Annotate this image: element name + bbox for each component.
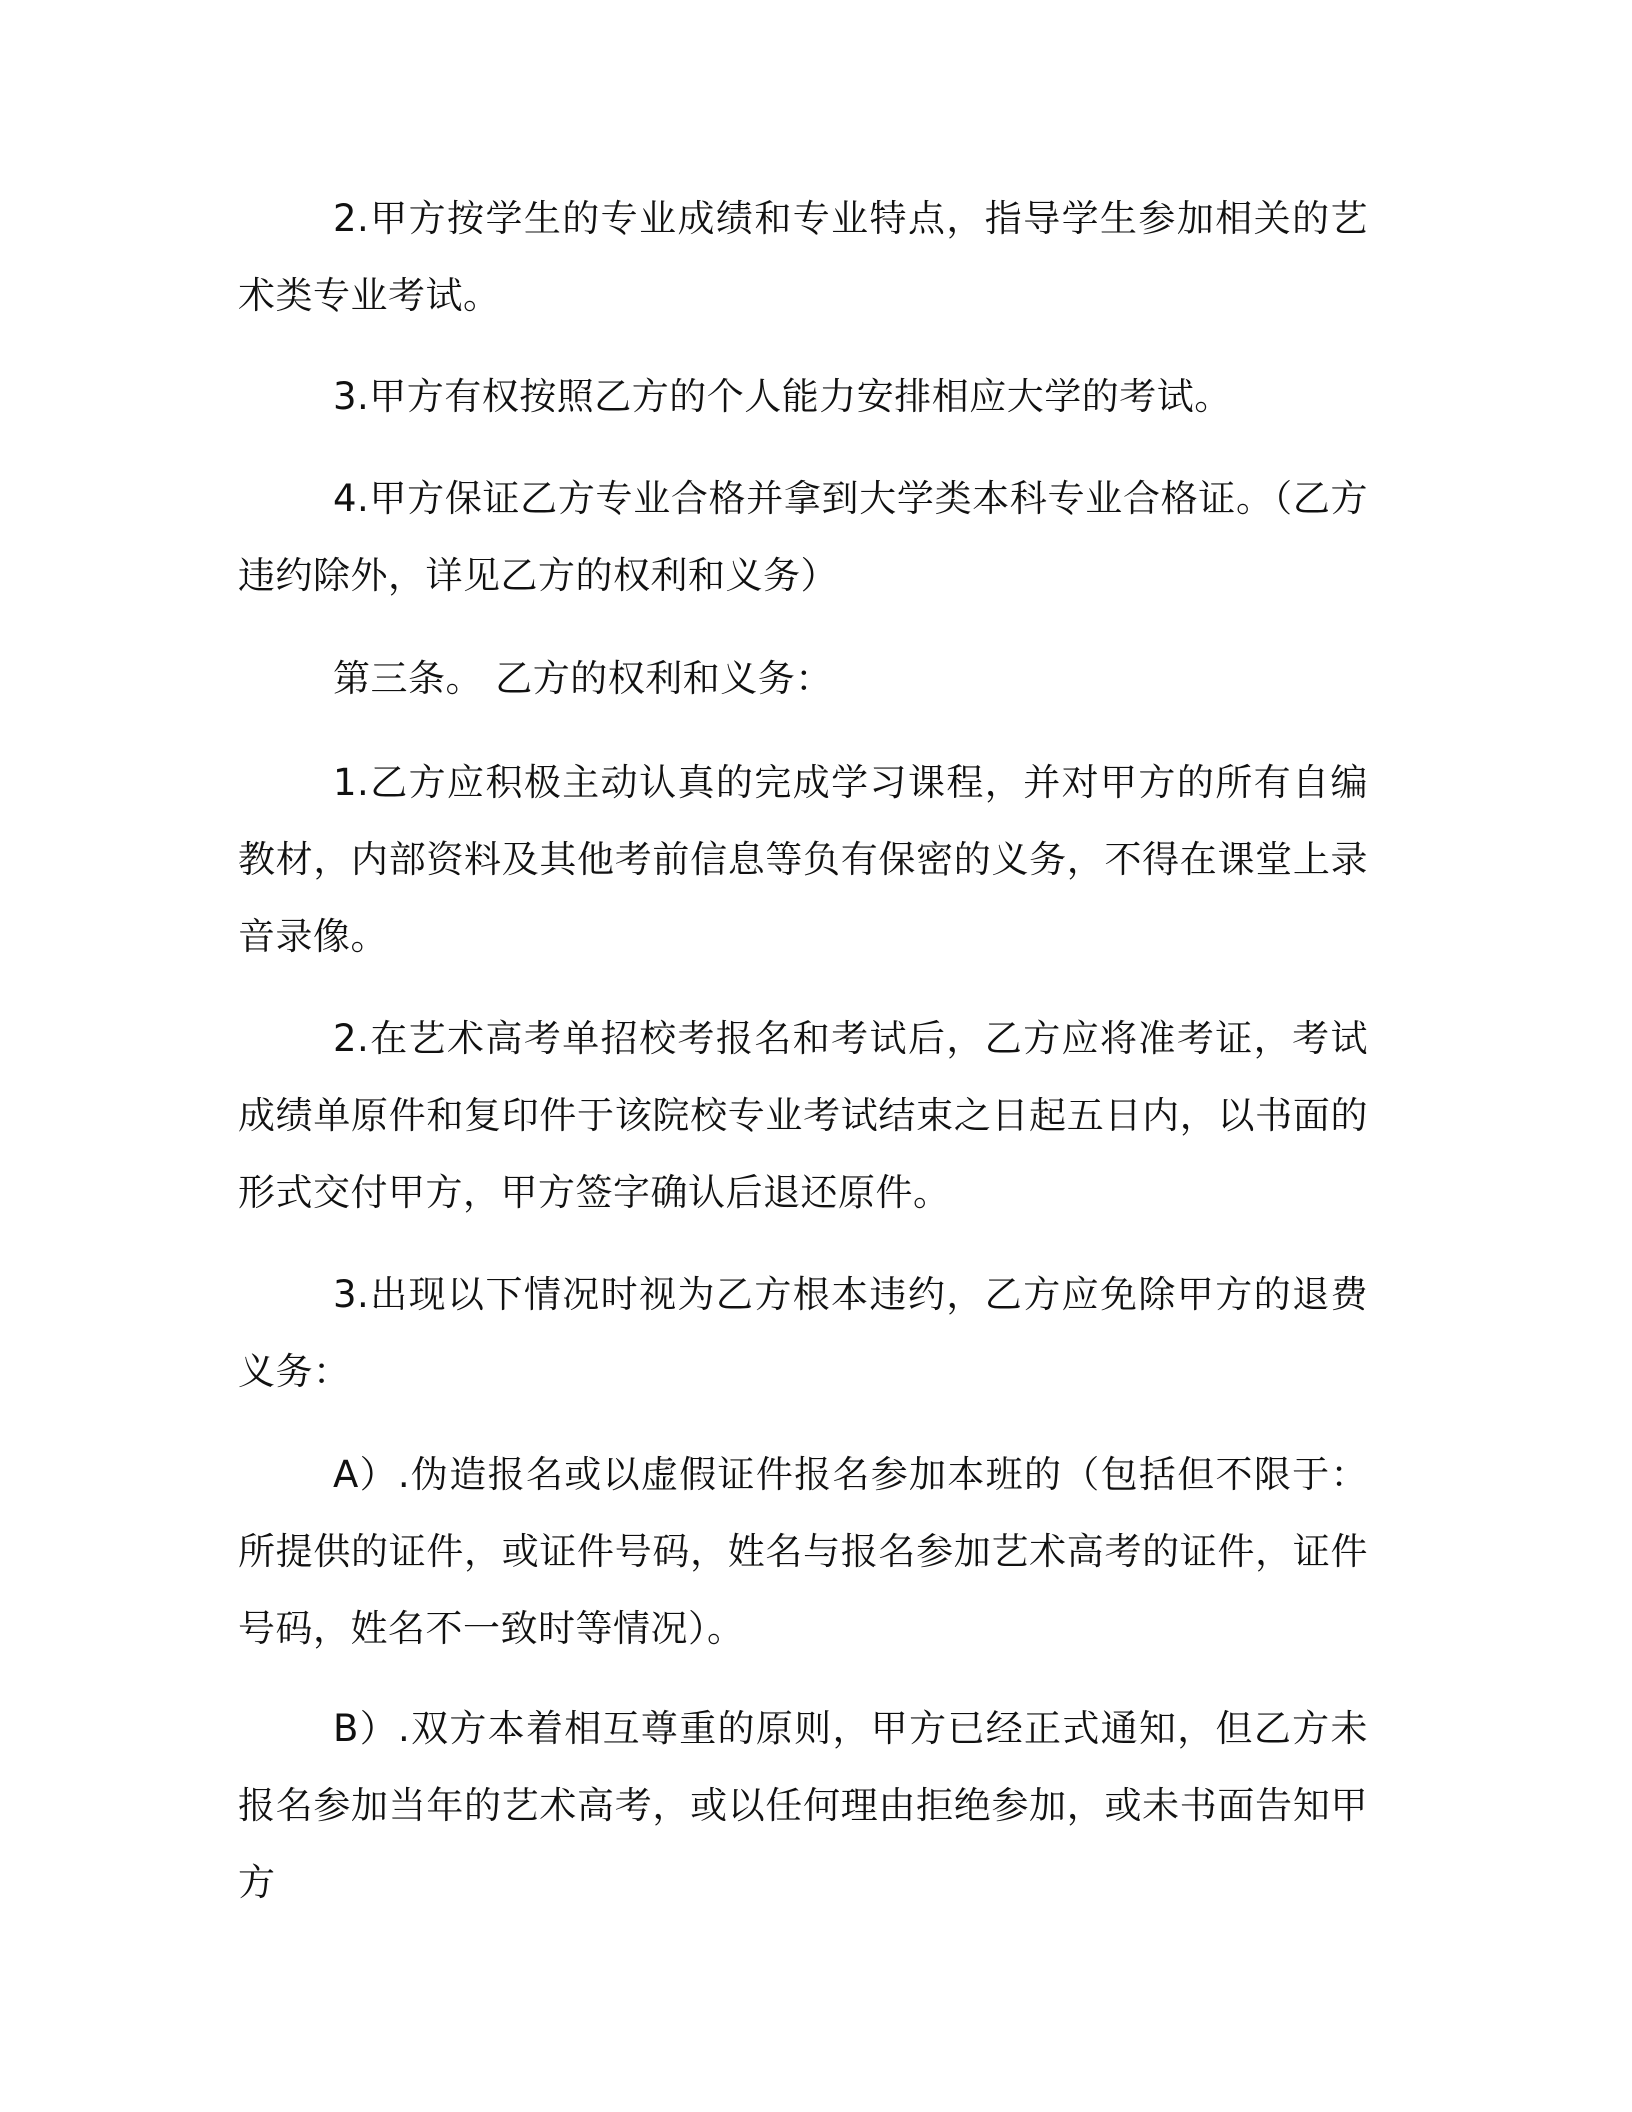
paragraph-qualification-guarantee: 4.甲方保证乙方专业合格并拿到大学类本科专业合格证。（乙方违约除外，详见乙方的权利和义务） [238,477,1368,597]
paragraph-breach-conditions: 3.出现以下情况时视为乙方根本违约，乙方应免除甲方的退费义务： [238,1273,1368,1393]
section-heading-article-three: 第三条。 乙方的权利和义务： [333,657,833,700]
paragraph-exam-arrangement: 3.甲方有权按照乙方的个人能力安排相应大学的考试。 [333,375,1232,418]
paragraph-guidance-art-exams: 2.甲方按学生的专业成绩和专业特点，指导学生参加相关的艺术类专业考试。 [238,197,1368,317]
paragraph-admission-ticket-submission: 2.在艺术高考单招校考报名和考试后，乙方应将准考证，考试成绩单原件和复印件于该院校专业考试结束之日起五日内，以书面的形式交付甲方，甲方签字确认后退还原件。 [238,1017,1368,1214]
paragraph-breach-item-b: B）.双方本着相互尊重的原则，甲方已经正式通知，但乙方未报名参加当年的艺术高考，或以任何理由拒绝参加，或未书面告知甲方 [238,1707,1368,1904]
paragraph-breach-item-a: A）.伪造报名或以虚假证件报名参加本班的（包括但不限于：所提供的证件，或证件号码，姓名与报名参加艺术高考的证件，证件号码，姓名不一致时等情况）。 [238,1453,1368,1650]
paragraph-confidentiality-duty: 1.乙方应积极主动认真的完成学习课程，并对甲方的所有自编教材，内部资料及其他考前信息等负有保密的义务，不得在课堂上录音录像。 [238,761,1368,958]
